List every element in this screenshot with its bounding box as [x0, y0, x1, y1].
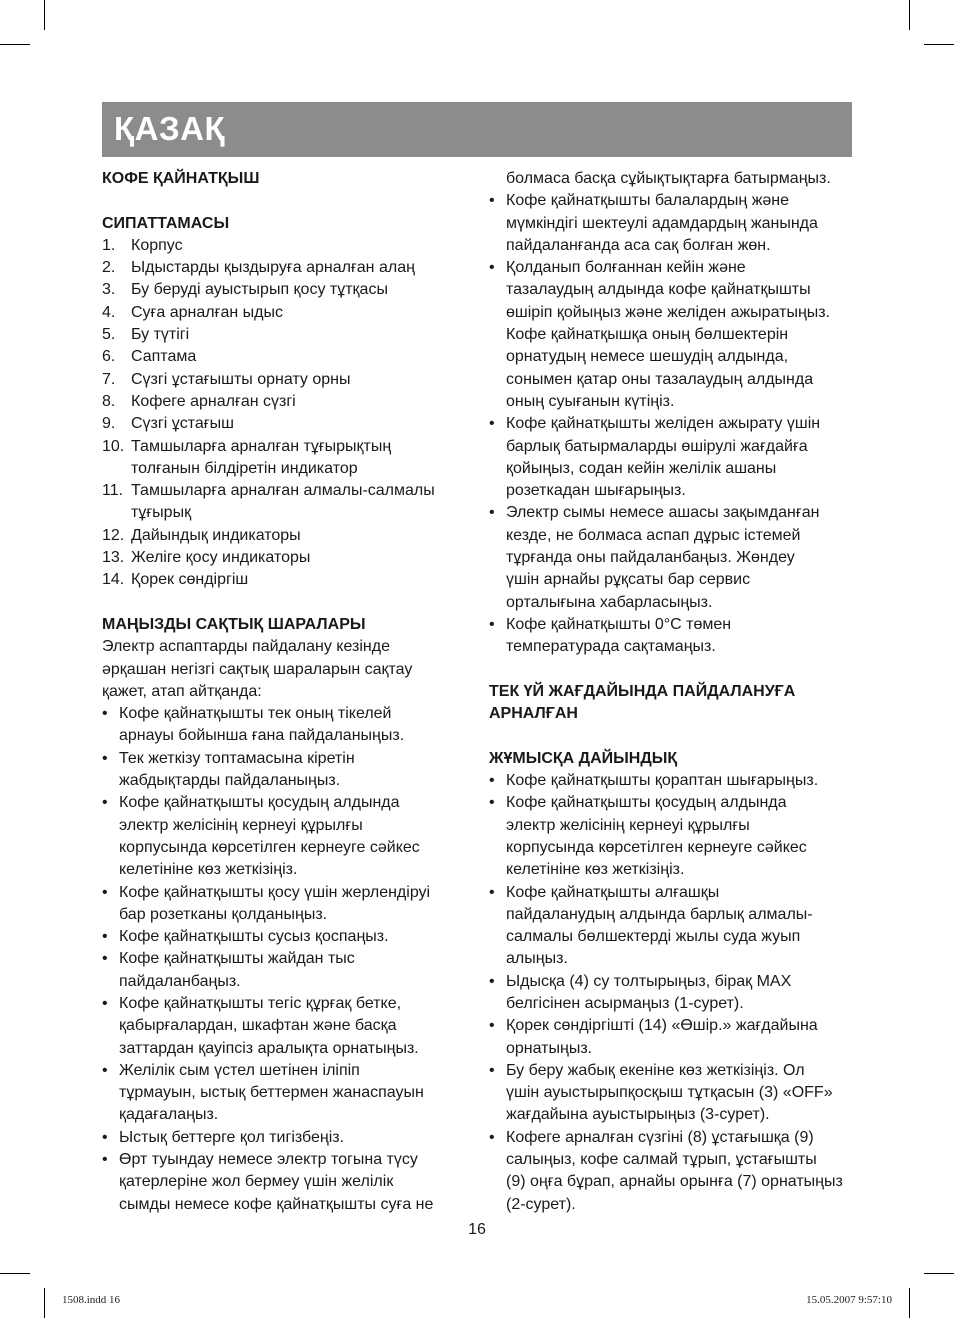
heading-line: ТЕК ҮЙ ЖАҒДАЙЫНДА ПАЙДАЛАНУҒА — [489, 682, 796, 700]
parts-list — [102, 235, 454, 592]
item-text: Бу беруді ауыстырып қосу тұтқасы — [131, 281, 388, 299]
list-item — [489, 770, 852, 792]
item-text: орнатудың немесе шешудің алдында, — [506, 348, 789, 366]
item-number: 12. — [102, 526, 125, 544]
bullet-icon: • — [102, 794, 108, 812]
list-item — [489, 614, 852, 659]
item-text: салыңыз, кофе салмай тұрып, ұстағышты — [506, 1151, 817, 1169]
item-text: Кофе қайнатқышты қораптан шығарыңыз. — [506, 772, 819, 790]
item-number: 10. — [102, 437, 125, 455]
bullet-icon: • — [489, 504, 495, 522]
item-text: Кофе қайнатқышты қосудың алдында — [506, 794, 787, 812]
list-item — [489, 502, 852, 613]
product-title: КОФЕ ҚАЙНАТҚЫШ — [102, 170, 260, 187]
item-text: пайдаланғанда аса сақ болған жөн. — [506, 236, 771, 254]
item-text: Суға арналған ыдыс — [131, 303, 283, 321]
item-number: 2. — [102, 259, 116, 277]
item-text: Өрт туындау немесе электр тогына түсу — [119, 1151, 418, 1169]
file-label: 1508.indd 16 — [62, 1294, 121, 1306]
item-text: салмалы бөлшектерді жылы суда жуып — [506, 928, 801, 946]
item-text: Желілік сым үстел шетінен іліпіп — [119, 1061, 360, 1079]
item-text: Корпус — [131, 236, 183, 254]
item-text: Кофе қайнатқышты қосудың алдында — [119, 794, 400, 812]
item-text: заттардан қауіпсіз аралықта орнатыңыз. — [119, 1039, 419, 1057]
bullet-icon: • — [489, 259, 495, 277]
list-item — [489, 190, 852, 257]
item-number: 1. — [102, 236, 116, 254]
item-text: Кофе қайнатқышты жайдан тыс — [119, 950, 355, 968]
item-text: Бу түтігі — [131, 326, 190, 344]
list-item — [489, 413, 852, 502]
list-item — [102, 569, 454, 591]
item-text: Қорек сөндіргішті (14) «Өшір.» жағдайына — [506, 1017, 818, 1035]
item-text: Қорек сөндіргіш — [131, 571, 249, 589]
item-text: Сүзгі ұстағыш — [131, 415, 234, 433]
list-item — [102, 792, 454, 881]
bullet-icon: • — [489, 1061, 495, 1079]
item-text: қабырғалардан, шкафтан және басқа — [119, 1017, 397, 1035]
crop-mark — [909, 0, 910, 30]
item-number: 9. — [102, 415, 116, 433]
item-text: барлық батырмаларды өшірулі жағдайға — [506, 437, 808, 455]
item-text: қатерлеріне жол бермеу үшін желілік — [119, 1173, 394, 1191]
language-banner — [102, 102, 852, 157]
item-number: 8. — [102, 392, 116, 410]
item-text: (2-сурет). — [506, 1195, 576, 1213]
list-item — [102, 279, 454, 301]
crop-mark — [924, 44, 954, 45]
item-number: 14. — [102, 571, 125, 589]
list-item — [102, 235, 454, 257]
item-text: Ыстық беттерге қол тигізбеңіз. — [119, 1128, 345, 1146]
page-number: 16 — [468, 1221, 486, 1238]
bullet-icon: • — [102, 994, 108, 1012]
item-text: Бу беру жабық екеніне көз жеткізіңіз. Ол — [506, 1061, 805, 1079]
language-title: ҚАЗАҚ — [114, 110, 226, 147]
item-number: 3. — [102, 281, 116, 299]
safety-intro — [102, 636, 454, 703]
list-item — [102, 926, 454, 948]
item-text: пайдаланбаңыз. — [119, 972, 241, 990]
item-number: 6. — [102, 348, 116, 366]
crop-mark — [44, 0, 45, 30]
safety-continuation: болмаса басқа сұйықтықтарға батырмаңыз. — [506, 170, 831, 187]
item-text: Кофе қайнатқышқа оның бөлшектерін — [506, 326, 789, 344]
item-text: электр желісінің кернеуі құрылғы — [506, 816, 750, 834]
item-text: электр желісінің кернеуі құрылғы — [119, 816, 363, 834]
item-text: оның суығанын күтіңіз. — [506, 392, 675, 410]
item-text: Тек жеткізу топтамасына кіретін — [119, 749, 355, 767]
bullet-icon: • — [102, 928, 108, 946]
item-text: қадағалаңыз. — [119, 1106, 219, 1124]
item-text: Кофе қайнатқышты қосу үшін жерлендіруі — [119, 883, 431, 901]
paragraph-line: әрқашан негізгі сақтық шараларын сақтау — [102, 660, 413, 678]
item-text: үшін ауыстырыпқосқыш тұтқасын (3) «OFF» — [506, 1084, 833, 1102]
safety-list-continued — [489, 190, 852, 658]
list-item — [102, 525, 454, 547]
safety-heading: МАҢЫЗДЫ САҚТЫҚ ШАРАЛАРЫ — [102, 615, 366, 633]
crop-mark — [924, 1273, 954, 1274]
bullet-icon: • — [489, 1017, 495, 1035]
crop-mark — [0, 1273, 30, 1274]
paragraph-line: Электр аспаптарды пайдалану кезінде — [102, 638, 390, 656]
bullet-icon: • — [489, 772, 495, 790]
bullet-icon: • — [102, 1128, 108, 1146]
list-item — [102, 436, 454, 481]
left-column — [102, 168, 454, 1216]
description-heading: СИПАТТАМАСЫ — [102, 214, 230, 232]
item-text: температурада сақтамаңыз. — [506, 638, 716, 656]
list-item — [102, 948, 454, 993]
item-text: тұрмауын, ыстық беттермен жанаспауын — [119, 1084, 424, 1102]
item-text: Тамшыларға арналған алмалы-салмалы — [131, 482, 435, 500]
bullet-icon: • — [489, 192, 495, 210]
item-text: кезде, не болмаса аспап дұрыс істемей — [506, 526, 801, 544]
crop-mark — [909, 1288, 910, 1318]
list-item — [102, 324, 454, 346]
item-text: сымды немесе кофе қайнатқышты суға не — [119, 1195, 434, 1213]
bullet-icon: • — [489, 615, 495, 633]
preparation-list — [489, 770, 852, 1216]
paragraph-line: қажет, атап айтқанда: — [102, 682, 262, 700]
item-text: Желіге қосу индикаторы — [131, 549, 311, 567]
item-text: орталығына хабарласыңыз. — [506, 593, 713, 611]
list-item — [102, 1127, 454, 1149]
list-item — [489, 1015, 852, 1060]
item-text: жағдайына ауыстырыңыз (3-сурет). — [506, 1106, 770, 1124]
item-text: арнауы бойынша ғана пайдаланыңыз. — [119, 727, 405, 745]
item-text: Кофе қайнатқышты алғашқы — [506, 883, 720, 901]
list-item — [489, 1127, 852, 1216]
item-text: Қолданып болғаннан кейін және — [506, 259, 746, 277]
item-text: келетініне көз жеткізіңіз. — [119, 861, 298, 879]
item-text: Кофе қайнатқышты тегіс құрғақ бетке, — [119, 994, 402, 1012]
item-number: 7. — [102, 370, 116, 388]
item-text: Ыдысқа (4) су толтырыңыз, бірақ MAX — [506, 972, 792, 990]
item-text: Кофе қайнатқышты сусыз қоспаңыз. — [119, 928, 389, 946]
bullet-icon: • — [102, 883, 108, 901]
item-text: өшіріп қойыңыз және желіден ажыратыңыз. — [506, 303, 831, 321]
item-text: Электр сымы немесе ашасы зақымданған — [506, 504, 820, 522]
item-text: орнатыңыз. — [506, 1039, 593, 1057]
list-item — [102, 413, 454, 435]
list-item — [489, 792, 852, 881]
bullet-icon: • — [102, 1151, 108, 1169]
preparation-heading: ЖҰМЫСҚА ДАЙЫНДЫҚ — [489, 749, 678, 767]
item-text: Кофеге арналған сүзгіні (8) ұстағышқа (9) — [506, 1128, 814, 1146]
item-text: Кофеге арналған сүзгі — [131, 392, 296, 410]
list-item — [102, 882, 454, 927]
item-text: тұрғанда оны пайдаланбаңыз. Жөндеу — [506, 549, 795, 567]
item-text: сонымен қатар оны тазалаудың алдында — [506, 370, 814, 388]
crop-mark — [0, 44, 30, 45]
item-text: мүмкіндігі шектеулі адамдардың жанында — [506, 214, 818, 232]
item-text: тазалаудың алдында кофе қайнатқышты — [506, 281, 811, 299]
item-text: қойыңыз, содан кейін желілік ашаны — [506, 459, 777, 477]
item-text: Саптама — [131, 348, 197, 366]
bullet-icon: • — [102, 749, 108, 767]
item-number: 4. — [102, 303, 116, 321]
item-text: тұғырық — [131, 504, 192, 522]
item-number: 11. — [102, 482, 124, 500]
list-item — [102, 302, 454, 324]
print-timestamp: 15.05.2007 9:57:10 — [806, 1294, 892, 1306]
item-text: (9) оңға бұрап, арнайы орынға (7) орнатыңыз — [506, 1173, 843, 1191]
list-item — [489, 882, 852, 971]
bullet-icon: • — [489, 883, 495, 901]
list-item — [102, 993, 454, 1060]
list-item — [102, 480, 454, 525]
bullet-icon: • — [489, 972, 495, 990]
item-text: Сүзгі ұстағышты орнату орны — [131, 370, 351, 388]
bullet-icon: • — [102, 1061, 108, 1079]
safety-list — [102, 703, 454, 1216]
list-item — [102, 1060, 454, 1127]
item-text: белгісінен асырмаңыз (1-сурет). — [506, 994, 744, 1012]
item-text: Кофе қайнатқышты желіден ажырату үшін — [506, 415, 821, 433]
item-text: пайдаланудың алдында барлық алмалы- — [506, 905, 813, 923]
item-text: жабдықтарды пайдаланыңыз. — [119, 772, 341, 790]
list-item — [102, 748, 454, 793]
bullet-icon: • — [102, 705, 108, 723]
list-item — [102, 257, 454, 279]
right-column — [489, 168, 852, 1216]
list-item — [102, 1149, 454, 1216]
bullet-icon: • — [489, 415, 495, 433]
item-text: Тамшыларға арналған тұғырықтың — [131, 437, 392, 455]
list-item — [102, 703, 454, 748]
bullet-icon: • — [489, 1128, 495, 1146]
list-item — [102, 369, 454, 391]
heading-line: АРНАЛҒАН — [489, 705, 578, 723]
list-item — [102, 547, 454, 569]
crop-mark — [44, 1288, 45, 1318]
item-number: 5. — [102, 326, 116, 344]
list-item — [489, 1060, 852, 1127]
item-text: Ыдыстарды қыздыруға арналған алаң — [131, 259, 415, 277]
item-text: Кофе қайнатқышты балалардың және — [506, 192, 790, 210]
item-text: Кофе қайнатқышты тек оның тікелей — [119, 705, 392, 723]
item-text: алыңыз. — [506, 950, 568, 968]
bullet-icon: • — [489, 794, 495, 812]
item-text: розеткадан шығарыңыз. — [506, 482, 686, 500]
list-item — [489, 257, 852, 413]
list-item — [489, 971, 852, 1016]
item-text: үшін арнайы рұқсаты бар сервис — [506, 571, 751, 589]
item-text: Дайындық индикаторы — [131, 526, 301, 544]
item-text: келетініне көз жеткізіңіз. — [506, 861, 685, 879]
list-item — [102, 346, 454, 368]
household-use-heading — [489, 681, 852, 726]
item-text: корпусында көрсетілген кернеуге сәйкес — [119, 838, 420, 856]
item-number: 13. — [102, 549, 125, 567]
item-text: бар розетканы қолданыңыз. — [119, 905, 328, 923]
item-text: корпусында көрсетілген кернеуге сәйкес — [506, 838, 807, 856]
bullet-icon: • — [102, 950, 108, 968]
item-text: Кофе қайнатқышты 0°С төмен — [506, 615, 732, 633]
list-item — [102, 391, 454, 413]
item-text: толғанын білдіретін индикатор — [131, 459, 358, 477]
